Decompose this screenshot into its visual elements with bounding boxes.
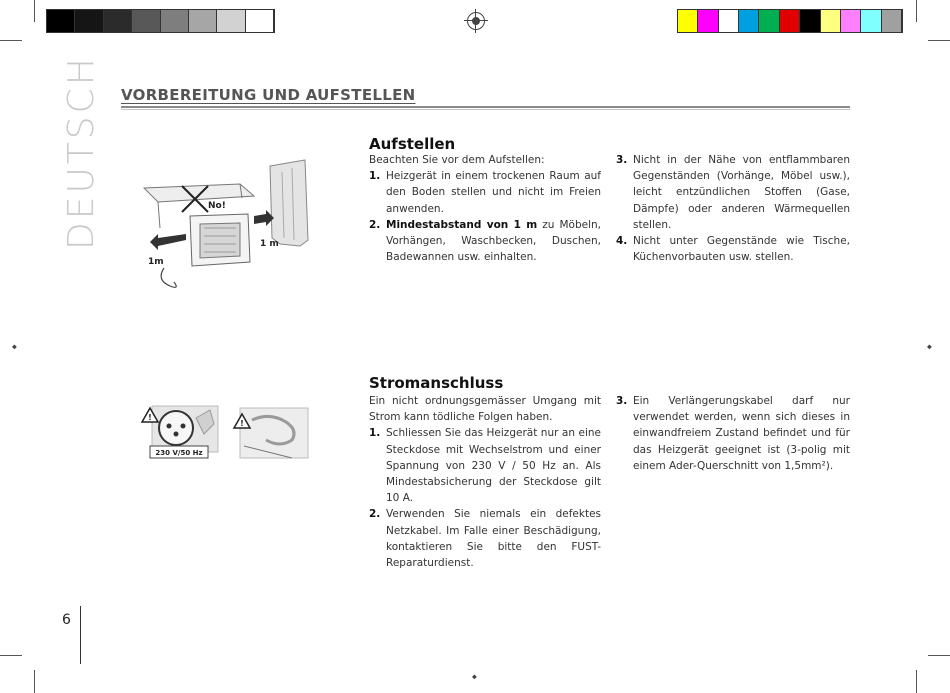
list-text: Nicht in der Nähe von entflammbaren Gegenständen (Vorhänge, Möbel usw.), leicht entzündlichen Stoffen (Gase, Dämpfe) oder anderen Wärmequellen stellen. — [633, 154, 850, 231]
calibration-swatch — [217, 10, 245, 32]
list-text: Verwenden Sie niemals ein defektes Netzkabel. Im Falle einer Beschädigung, kontaktieren Sie bitte den FUST-Reparaturdienst. — [386, 508, 601, 570]
aufstellen-column-left — [369, 152, 601, 265]
list-item — [369, 217, 601, 266]
stromanschluss-column-left — [369, 393, 601, 571]
list-text: zu Möbeln, Vorhängen, Waschbecken, Duschen, Badewannen usw. einhalten. — [386, 218, 601, 264]
list-number: 2. — [369, 508, 381, 521]
list-text: Ein Verlängerungskabel darf nur verwendet werden, wenn sich dieses in einwandfreiem Zustand befindet und für das Heizgerät geeignet ist (3-polig mit einem Ader-Querschnitt von 1,5mm²). — [633, 395, 850, 472]
calibration-swatch — [882, 10, 902, 32]
calibration-swatch — [841, 10, 861, 32]
crop-mark — [916, 0, 917, 22]
list-item — [369, 425, 601, 506]
calibration-swatch — [678, 10, 698, 32]
list-item — [616, 233, 850, 265]
list-item — [369, 506, 601, 571]
title-rule — [121, 106, 850, 108]
calibration-swatch — [104, 10, 132, 32]
svg-text:!: ! — [240, 419, 244, 428]
section-title: VORBEREITUNG UND AUFSTELLEN — [121, 86, 416, 104]
page-number-rule — [80, 606, 81, 664]
list-text: Nicht unter Gegenstände wie Tische, Küchenvorbauten usw. stellen. — [633, 235, 850, 264]
list-item — [616, 393, 850, 474]
calibration-swatch — [719, 10, 739, 32]
list-number: 3. — [616, 154, 628, 166]
calibration-swatch — [800, 10, 820, 32]
socket-label: 230 V/50 Hz — [155, 449, 203, 457]
calibration-swatch — [759, 10, 779, 32]
list-number: 4. — [616, 235, 628, 248]
stromanschluss-intro: Ein nicht ordnungsgemässer Umgang mit Strom kann tödliche Folgen haben. — [369, 395, 601, 424]
distance-label-right: 1 m — [260, 239, 279, 249]
calibration-swatch — [739, 10, 759, 32]
list-number: 1. — [369, 170, 381, 183]
list-text: Schliessen Sie das Heizgerät nur an eine Steckdose mit Wechselstrom und einer Spannung von 230 V / 50 Hz an. Als Mindestabsicherung der Steckdose gilt 10 A. — [386, 427, 601, 505]
list-item — [616, 152, 850, 233]
page-number: 6 — [62, 612, 71, 628]
color-calibration-bar — [677, 9, 903, 33]
no-label: No! — [208, 201, 226, 211]
calibration-swatch — [246, 10, 274, 32]
crop-mark — [928, 655, 950, 656]
aufstellen-column-right — [616, 152, 850, 265]
list-text-bold: Mindestabstand von 1 m — [386, 218, 538, 231]
registration-mark-icon: ◆ — [12, 342, 17, 351]
crop-mark — [928, 40, 950, 41]
calibration-swatch — [861, 10, 881, 32]
aufstellen-intro: Beachten Sie vor dem Aufstellen: — [369, 154, 545, 166]
crop-mark — [916, 670, 917, 693]
placement-illustration — [130, 158, 330, 298]
socket-illustration — [140, 404, 220, 462]
distance-label-left: 1m — [148, 257, 164, 267]
svg-text:!: ! — [148, 413, 152, 422]
aufstellen-heading: Aufstellen — [369, 135, 456, 153]
calibration-swatch — [132, 10, 160, 32]
calibration-swatch — [47, 10, 75, 32]
stromanschluss-column-right — [616, 393, 850, 474]
list-number: 1. — [369, 427, 381, 440]
crop-mark — [0, 40, 22, 41]
title-rule-secondary — [121, 109, 850, 110]
calibration-swatch — [161, 10, 189, 32]
list-text: Heizgerät in einem trockenen Raum auf den Boden stellen und nicht im Freien anwenden. — [386, 170, 601, 215]
calibration-swatch — [189, 10, 217, 32]
calibration-swatch — [780, 10, 800, 32]
list-number: 3. — [616, 395, 628, 407]
calibration-swatch — [75, 10, 103, 32]
crop-mark — [34, 670, 35, 693]
calibration-swatch — [821, 10, 841, 32]
crop-mark — [0, 655, 22, 656]
registration-mark-icon — [467, 12, 485, 30]
calibration-swatch — [698, 10, 718, 32]
list-item — [369, 168, 601, 217]
registration-mark-icon: ◆ — [472, 672, 477, 681]
crop-mark — [34, 0, 35, 22]
registration-mark-icon: ◆ — [927, 342, 932, 351]
cable-illustration — [232, 406, 310, 462]
list-number: 2. — [369, 218, 381, 231]
gray-calibration-bar — [46, 9, 275, 33]
stromanschluss-heading: Stromanschluss — [369, 374, 504, 392]
language-tab: DEUTSCH — [61, 55, 102, 250]
